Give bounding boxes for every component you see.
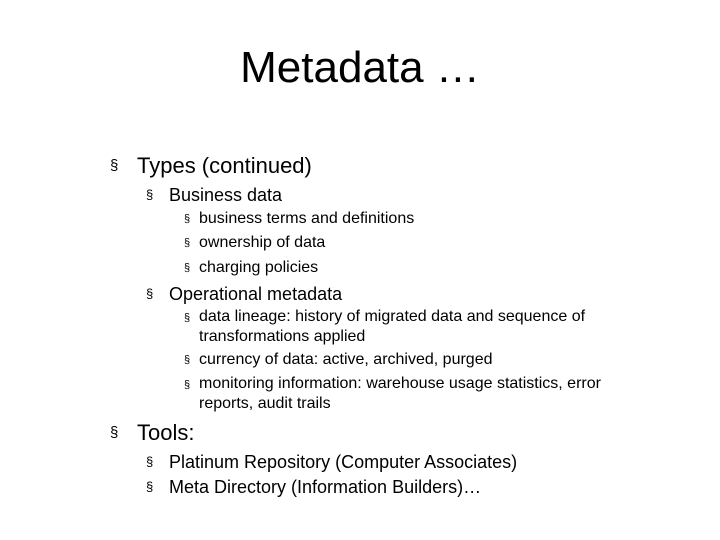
bullet-text: Tools: <box>137 420 195 445</box>
bullet-text <box>199 374 601 414</box>
bullet-business-terms <box>184 208 414 230</box>
bullet-text: currency of data: active, archived, purged <box>199 351 493 368</box>
bullet-text <box>199 307 585 347</box>
bullet-marker: § <box>184 262 191 274</box>
bullet-text-line: reports, audit trails <box>199 395 331 412</box>
bullet-text: charging policies <box>199 259 319 276</box>
bullet-marker: § <box>110 157 119 174</box>
bullet-meta-directory <box>146 476 481 498</box>
bullet-currency-of-data <box>184 349 493 371</box>
bullet-text-line: transformations applied <box>199 328 366 345</box>
bullet-operational-metadata <box>146 283 342 305</box>
bullet-text-line: monitoring information: warehouse usage statistics, error <box>199 375 601 392</box>
bullet-text: business terms and definitions <box>199 210 415 227</box>
bullet-marker: § <box>184 312 191 324</box>
bullet-tools <box>110 420 194 446</box>
bullet-text: Business data <box>169 185 283 205</box>
bullet-text: Operational metadata <box>169 284 343 304</box>
bullet-marker: § <box>146 454 154 469</box>
bullet-text: Types (continued) <box>137 153 312 178</box>
bullet-charging-policies <box>184 257 318 279</box>
bullet-marker: § <box>184 354 191 366</box>
bullet-data-lineage <box>184 307 585 347</box>
bullet-marker: § <box>184 237 191 249</box>
bullet-ownership <box>184 232 325 254</box>
bullet-marker: § <box>184 379 191 391</box>
bullet-types <box>110 153 312 179</box>
bullet-monitoring-information <box>184 374 601 414</box>
bullet-marker: § <box>146 479 154 494</box>
bullet-text: Meta Directory (Information Builders)… <box>169 477 482 497</box>
bullet-text: ownership of data <box>199 234 326 251</box>
bullet-marker: § <box>110 424 119 441</box>
bullet-business-data <box>146 184 282 206</box>
bullet-platinum-repository <box>146 451 517 473</box>
bullet-text: Platinum Repository (Computer Associates) <box>169 452 518 472</box>
bullet-text-line: data lineage: history of migrated data and sequence of <box>199 308 586 325</box>
bullet-marker: § <box>146 187 154 202</box>
slide-title: Metadata … <box>240 43 480 92</box>
bullet-marker: § <box>146 286 154 301</box>
bullet-marker: § <box>184 213 191 225</box>
